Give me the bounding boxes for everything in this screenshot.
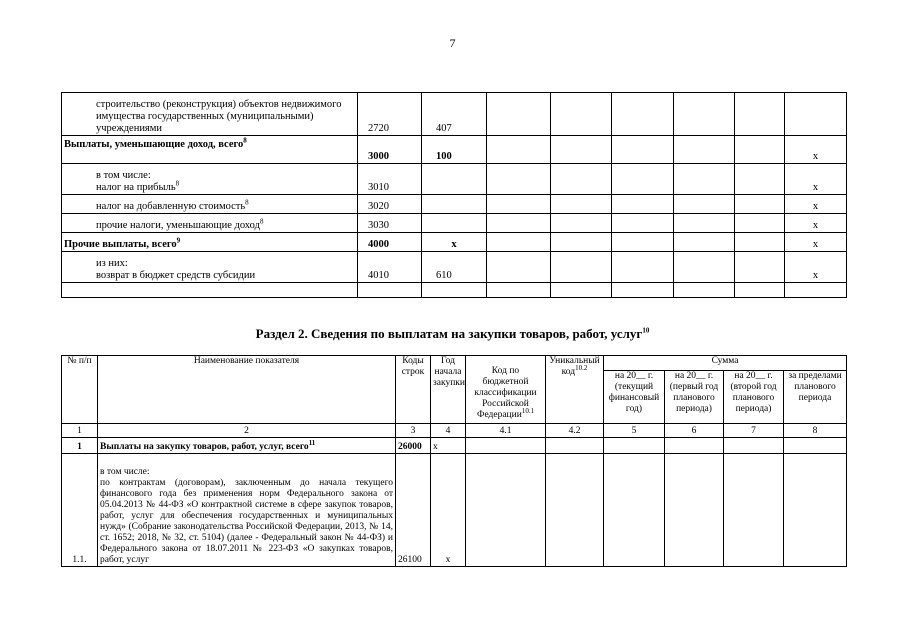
header-kbk: Код по бюджетной классификации Российской Федерации$^{10.1}$ (466, 356, 546, 424)
row-kbk: 610 (422, 252, 487, 283)
row-label: в том числе: налог на прибыль$^8$ (62, 164, 358, 195)
row-last: х (785, 195, 847, 214)
header-codes: Коды строк (396, 356, 431, 424)
row-code: 3030 (358, 214, 422, 233)
row-label: строительство (реконструкция) объектов недвижимого имущества государственных (муниципальными) учреждениями (62, 93, 358, 136)
row-label: из них: возврат в бюджет средств субсидии (62, 252, 358, 283)
row-name: Выплаты на закупку товаров, работ, услуг, всего$^{11}$ (98, 438, 396, 454)
page-number: 7 (449, 36, 456, 50)
header-num: № п/п (62, 356, 98, 424)
row-label: Прочие выплаты, всего$^9$ (62, 233, 358, 252)
row-last: х (785, 214, 847, 233)
header-sum-beyond: за пределами планового периода (784, 371, 847, 424)
row-code: 26100 (396, 454, 431, 567)
row-num: 1.1. (62, 454, 98, 567)
table-row (62, 438, 847, 454)
row-year: х (431, 438, 466, 454)
row-kbk: х (422, 233, 487, 252)
table-row (62, 283, 847, 298)
row-num: 1 (62, 438, 98, 454)
row-code: 26000 (396, 438, 431, 454)
section-title: Раздел 2. Сведения по выплатам на закупки товаров, работ, услуг$^{10}$ (255, 326, 650, 341)
column-numbers-row: 1 2 3 4 4.1 4.2 5 6 7 8 (62, 424, 847, 438)
table-row (62, 164, 847, 195)
header-sum-second: на 20__ г. (второй год планового периода) (724, 371, 784, 424)
row-code: 4010 (358, 252, 422, 283)
row-label: налог на добавленную стоимость$^8$ (62, 195, 358, 214)
header-sum: Сумма (604, 356, 847, 371)
table-row (62, 233, 847, 252)
row-name: в том числе: по контрактам (договорам), заключенным до начала текущего финансового года без применения норм Федерального закона от 05.04.2013 № 44-ФЗ «О контрактной системе в сфере закупок товаров, работ, услуг для обеспечения государственных и муниципальных нужд» (Собрание законодательства Российской Федерации, 2013, № 14, ст. 1652; 2018, № 32, ст. 5104) (далее - Федеральный закон № 44-ФЗ) и Федерального закона от 18.07.2011 № 223-ФЗ «О закупках товаров, работ, услуг (98, 454, 396, 567)
header-sum-first: на 20__ г. (первый год планового периода) (665, 371, 724, 424)
header-sum-current: на 20__ г. (текущий финансовый год) (604, 371, 665, 424)
row-label: прочие налоги, уменьшающие доход$^8$ (62, 214, 358, 233)
row-code: 4000 (358, 233, 422, 252)
row-label: Выплаты, уменьшающие доход, всего$^8$ (62, 136, 358, 164)
table-row (62, 454, 847, 567)
row-code: 3020 (358, 195, 422, 214)
row-last: х (785, 164, 847, 195)
row-kbk: 100 (422, 136, 487, 164)
table-row (62, 136, 847, 164)
row-code: 3010 (358, 164, 422, 195)
header-unique: Уникальный код$^{10.2}$ (546, 356, 604, 424)
row-last: х (785, 252, 847, 283)
row-code: 3000 (358, 136, 422, 164)
row-last: х (785, 233, 847, 252)
table-row (62, 93, 847, 136)
row-last: х (785, 136, 847, 164)
row-kbk: 407 (422, 93, 487, 136)
table-row (62, 214, 847, 233)
procurement-table (61, 355, 847, 567)
row-year: х (431, 454, 466, 567)
table-row (62, 195, 847, 214)
table-row (62, 252, 847, 283)
header-year: Год начала закупки (431, 356, 466, 424)
income-expense-table (61, 92, 847, 298)
header-name: Наименование показателя (98, 356, 396, 424)
row-code: 2720 (358, 93, 422, 136)
